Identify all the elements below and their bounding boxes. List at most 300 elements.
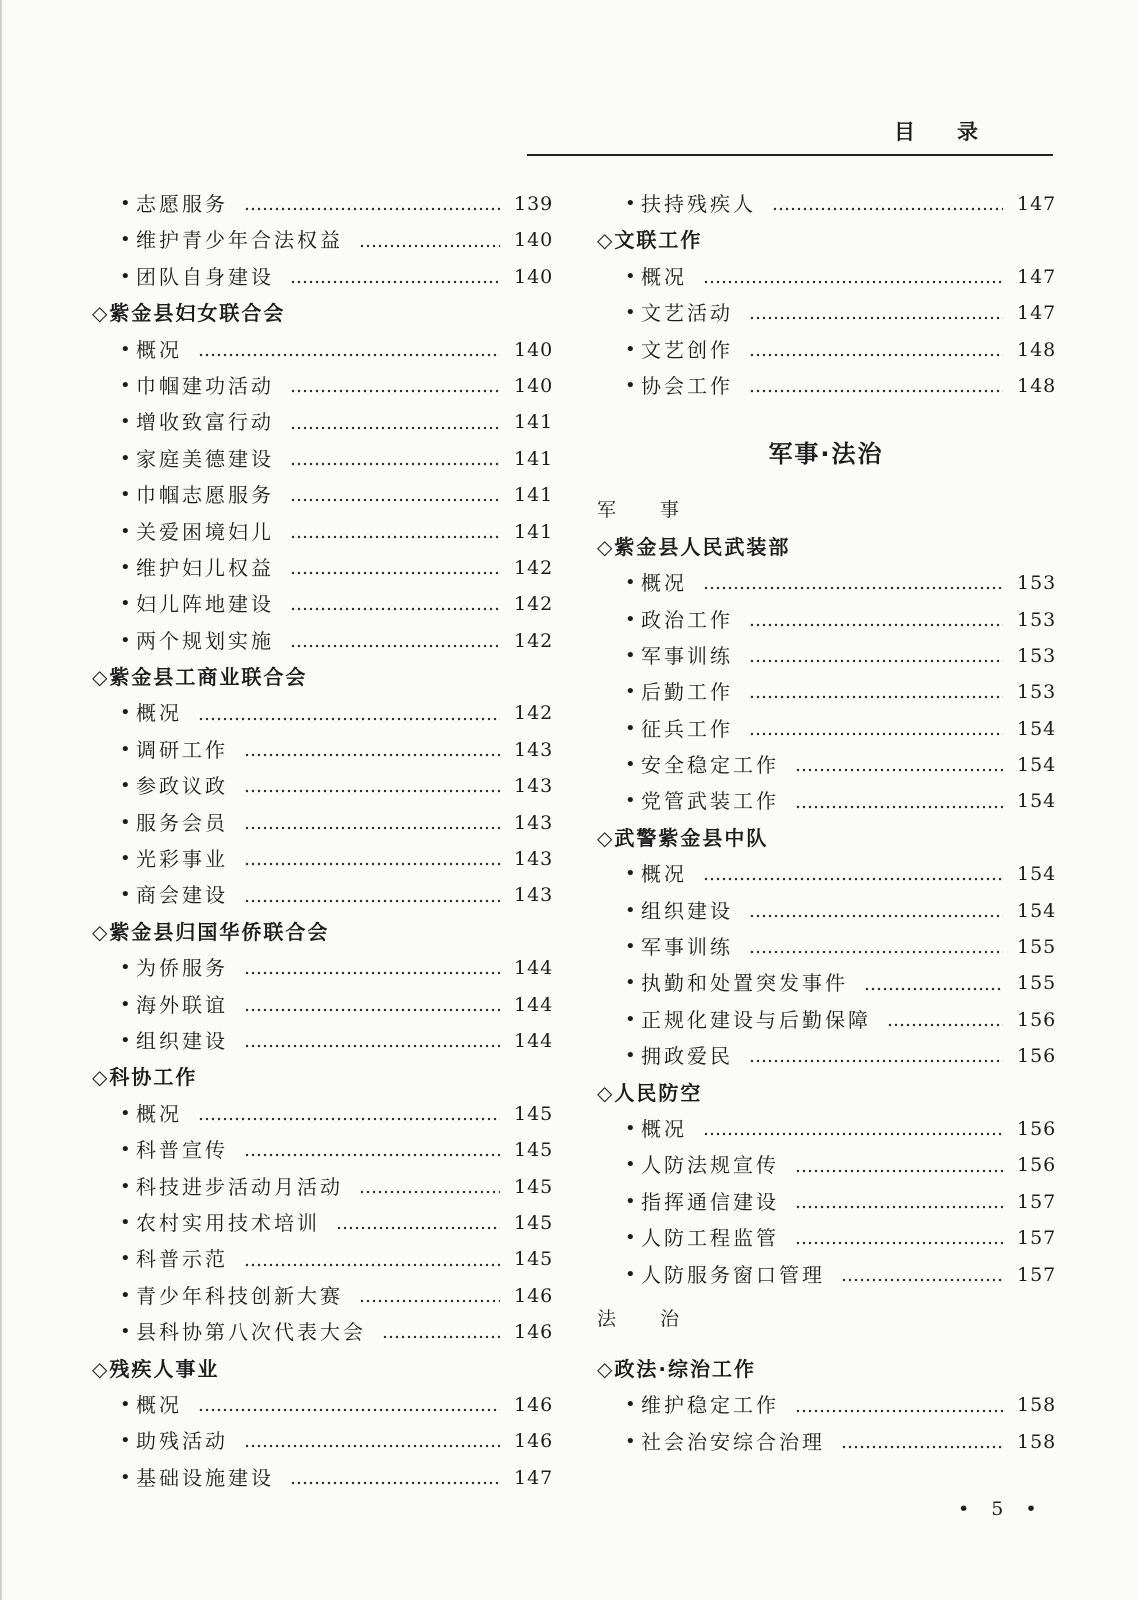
toc-entry[interactable] (597, 1111, 1055, 1147)
dot-leader (749, 732, 1003, 736)
toc-entry-label: 青少年科技创新大赛 (136, 1283, 343, 1308)
bullet-icon: • (120, 520, 131, 542)
toc-entry-label: 军事训练 (641, 643, 733, 668)
toc-entry-page: 153 (1017, 644, 1057, 667)
section-heading-label: 科协工作 (109, 1065, 198, 1090)
dot-leader (198, 353, 500, 357)
toc-entry-label: 文艺活动 (641, 301, 733, 326)
bullet-icon: • (120, 338, 131, 360)
toc-entry-page: 153 (1017, 608, 1057, 631)
toc-entry-page: 153 (1017, 681, 1057, 704)
toc-entry[interactable] (597, 1220, 1055, 1256)
toc-entry-page: 141 (514, 411, 554, 434)
toc-entry[interactable] (92, 987, 552, 1023)
dot-leader (795, 1241, 1003, 1245)
toc-entry-label: 概况 (641, 571, 687, 596)
dot-leader (749, 1059, 1003, 1063)
toc-entry[interactable] (92, 1460, 552, 1496)
page-header-title: 目录 (894, 120, 1020, 144)
toc-entry-page: 148 (1017, 374, 1057, 397)
bullet-icon: • (120, 411, 131, 433)
toc-section-heading[interactable] (92, 1059, 552, 1095)
toc-entry-label: 执勤和处置突发事件 (641, 971, 848, 996)
dot-leader (290, 426, 500, 430)
toc-entry-label: 概况 (136, 337, 182, 362)
toc-section-heading[interactable] (92, 1351, 552, 1387)
toc-entry-page: 145 (514, 1139, 554, 1162)
toc-entry-page: 153 (1017, 572, 1057, 595)
toc-section-heading[interactable] (92, 659, 552, 695)
toc-entry-page: 154 (1017, 899, 1057, 922)
toc-entry-page: 155 (1017, 936, 1057, 959)
toc-entry-page: 141 (514, 520, 554, 543)
toc-entry[interactable] (92, 259, 552, 295)
dot-leader (290, 280, 500, 284)
toc-entry-page: 147 (514, 1466, 554, 1489)
bullet-icon: • (120, 629, 131, 651)
toc-entry[interactable] (92, 877, 552, 913)
dot-leader (841, 1278, 1003, 1282)
bullet-icon: • (120, 884, 131, 906)
diamond-icon: ◇ (597, 825, 615, 850)
toc-entry-label: 指挥通信建设 (641, 1189, 779, 1214)
bullet-icon: • (120, 811, 131, 833)
dot-leader (749, 950, 1003, 954)
toc-entry[interactable] (92, 1278, 552, 1314)
toc-entry[interactable] (597, 1002, 1055, 1038)
toc-section-heading[interactable] (597, 820, 1055, 856)
dot-leader (198, 1408, 500, 1412)
bullet-icon: • (625, 1045, 636, 1067)
toc-entry-page: 145 (514, 1175, 554, 1198)
dot-leader (749, 389, 1003, 393)
toc-entry-page: 142 (514, 593, 554, 616)
toc-entry-label: 概况 (136, 701, 182, 726)
toc-entry[interactable] (92, 404, 552, 440)
bullet-icon: • (625, 754, 636, 776)
toc-entry-page: 140 (514, 265, 554, 288)
toc-entry[interactable] (597, 1147, 1055, 1183)
toc-entry-label: 调研工作 (136, 737, 228, 762)
bullet-icon: • (625, 265, 636, 287)
toc-entry[interactable] (92, 550, 552, 586)
toc-entry-page: 154 (1017, 754, 1057, 777)
dot-leader (244, 826, 500, 830)
dot-leader (864, 987, 1003, 991)
toc-entry-page: 144 (514, 1029, 554, 1052)
toc-entry-label: 协会工作 (641, 373, 733, 398)
toc-entry-label: 组织建设 (641, 898, 733, 923)
toc-entry[interactable] (597, 332, 1055, 368)
bullet-icon: • (120, 993, 131, 1015)
toc-entry-page: 145 (514, 1102, 554, 1125)
toc-entry-page: 144 (514, 957, 554, 980)
dot-leader (749, 623, 1003, 627)
toc-entry[interactable] (92, 732, 552, 768)
dot-leader (703, 586, 1003, 590)
toc-entry-page: 145 (514, 1211, 554, 1234)
bullet-icon: • (120, 193, 131, 214)
toc-entry-label: 家庭美德建设 (136, 446, 274, 471)
dot-leader (244, 789, 500, 793)
toc-entry-label: 助残活动 (136, 1429, 228, 1454)
bullet-icon: • (120, 1284, 131, 1306)
bullet-icon: • (625, 608, 636, 630)
bullet-icon: • (120, 447, 131, 469)
bullet-icon: • (120, 1175, 131, 1197)
toc-entry-page: 156 (1017, 1117, 1057, 1140)
toc-entry[interactable] (597, 783, 1055, 819)
toc-entry-label: 科普宣传 (136, 1138, 228, 1163)
toc-entry[interactable] (597, 295, 1055, 331)
section-heading-label: 文联工作 (614, 228, 703, 253)
toc-entry[interactable] (92, 441, 552, 477)
toc-entry[interactable] (597, 1184, 1055, 1220)
dot-leader (290, 644, 500, 648)
toc-subdivision-heading: 法治 (597, 1307, 724, 1330)
dot-leader (290, 1481, 500, 1485)
toc-entry-label: 概况 (136, 1101, 182, 1126)
toc-entry-page: 144 (514, 993, 554, 1016)
toc-section-heading[interactable] (597, 529, 1055, 565)
toc-entry-label: 概况 (641, 264, 687, 289)
dot-leader (244, 1153, 500, 1157)
section-heading-label: 人民防空 (614, 1080, 703, 1105)
bullet-icon: • (120, 1321, 131, 1343)
diamond-icon: ◇ (597, 534, 615, 559)
toc-entry[interactable] (92, 695, 552, 731)
toc-entry-label: 两个规划实施 (136, 628, 274, 653)
dot-leader (795, 1169, 1003, 1173)
toc-entry-page: 146 (514, 1393, 554, 1416)
toc-entry-page: 143 (514, 884, 554, 907)
toc-entry-page: 156 (1017, 1154, 1057, 1177)
bullet-icon: • (120, 775, 131, 797)
toc-entry-label: 服务会员 (136, 810, 228, 835)
bullet-icon: • (625, 1394, 636, 1416)
toc-entry[interactable] (597, 565, 1055, 601)
toc-entry-label: 维护稳定工作 (641, 1393, 779, 1418)
toc-entry-label: 团队自身建设 (136, 264, 274, 289)
bullet-icon: • (120, 1029, 131, 1051)
bullet-icon: • (120, 484, 131, 506)
toc-entry-label: 基础设施建设 (136, 1465, 274, 1490)
toc-entry[interactable] (597, 856, 1055, 892)
toc-entry-label: 妇儿阵地建设 (136, 592, 274, 617)
toc-entry-page: 143 (514, 738, 554, 761)
dot-leader (749, 316, 1003, 320)
toc-section-heading[interactable] (597, 1075, 1055, 1111)
toc-entry-page: 140 (514, 374, 554, 397)
toc-entry-label: 维护妇儿权益 (136, 555, 274, 580)
bullet-icon: • (625, 1008, 636, 1030)
bullet-icon: • (625, 790, 636, 812)
toc-entry[interactable] (597, 674, 1055, 710)
toc-left-column (92, 186, 552, 1496)
dot-leader (359, 1190, 500, 1194)
dot-leader (359, 244, 500, 248)
bullet-icon: • (120, 957, 131, 979)
diamond-icon: ◇ (92, 301, 110, 326)
toc-entry-label: 县科协第八次代表大会 (136, 1320, 366, 1345)
toc-entry-label: 安全稳定工作 (641, 753, 779, 778)
toc-entry-page: 145 (514, 1248, 554, 1271)
toc-entry[interactable] (597, 259, 1055, 295)
toc-entry-label: 概况 (641, 862, 687, 887)
toc-entry-page: 146 (514, 1321, 554, 1344)
toc-entry[interactable] (597, 1424, 1055, 1460)
toc-entry-label: 农村实用技术培训 (136, 1210, 320, 1235)
bullet-icon: • (625, 302, 636, 324)
toc-section-heading[interactable] (92, 914, 552, 950)
toc-section-heading[interactable] (92, 295, 552, 331)
bullet-icon: • (625, 972, 636, 994)
toc-entry-label: 海外联谊 (136, 992, 228, 1017)
bullet-icon: • (120, 1466, 131, 1488)
toc-entry[interactable] (92, 368, 552, 404)
toc-entry-label: 概况 (641, 1116, 687, 1141)
toc-entry-label: 维护青少年合法权益 (136, 228, 343, 253)
toc-entry-label: 参政议政 (136, 774, 228, 799)
toc-entry[interactable] (92, 950, 552, 986)
toc-entry-page: 158 (1017, 1394, 1057, 1417)
section-heading-label: 残疾人事业 (109, 1356, 220, 1381)
toc-entry[interactable] (92, 1423, 552, 1459)
bullet-icon: • (120, 265, 131, 287)
toc-entry-label: 巾帼志愿服务 (136, 483, 274, 508)
dot-leader (703, 877, 1003, 881)
toc-entry-page: 139 (514, 193, 554, 215)
toc-entry-page: 141 (514, 447, 554, 470)
toc-entry-label: 增收致富行动 (136, 410, 274, 435)
toc-entry[interactable] (597, 638, 1055, 674)
toc-entry-page: 154 (1017, 790, 1057, 813)
toc-entry-page: 143 (514, 811, 554, 834)
dot-leader (198, 1117, 500, 1121)
bullet-icon: • (625, 717, 636, 739)
toc-subdivision-heading: 军事 (597, 499, 724, 522)
dot-leader (749, 659, 1003, 663)
toc-entry-label: 科普示范 (136, 1247, 228, 1272)
toc-entry[interactable] (92, 514, 552, 550)
bullet-icon: • (120, 374, 131, 396)
bullet-icon: • (625, 1117, 636, 1139)
dot-leader (772, 207, 1003, 211)
dot-leader (198, 717, 500, 721)
toc-entry[interactable] (597, 1038, 1055, 1074)
bullet-icon: • (625, 1227, 636, 1249)
toc-entry-page: 147 (1017, 302, 1057, 325)
dot-leader (290, 498, 500, 502)
section-heading-label: 武警紫金县中队 (614, 825, 769, 850)
toc-entry[interactable] (92, 1023, 552, 1059)
bullet-icon: • (120, 593, 131, 615)
toc-entry-label: 后勤工作 (641, 680, 733, 705)
dot-leader (749, 695, 1003, 699)
scan-edge-line (0, 0, 2, 1600)
toc-entry[interactable] (597, 368, 1055, 404)
dot-leader (795, 1205, 1003, 1209)
dot-leader (244, 1008, 500, 1012)
toc-entry[interactable] (92, 477, 552, 513)
toc-entry-label: 军事训练 (641, 935, 733, 960)
toc-entry-label: 拥政爱民 (641, 1044, 733, 1069)
toc-entry[interactable] (597, 893, 1055, 929)
dot-leader (795, 768, 1003, 772)
toc-entry-page: 142 (514, 629, 554, 652)
toc-entry[interactable] (92, 1169, 552, 1205)
dot-leader (244, 1263, 500, 1267)
toc-entry-page: 141 (514, 484, 554, 507)
toc-entry[interactable] (597, 747, 1055, 783)
toc-entry[interactable] (92, 332, 552, 368)
dot-leader (244, 899, 500, 903)
bullet-icon: • (625, 681, 636, 703)
section-heading-label: 紫金县妇女联合会 (109, 301, 286, 326)
toc-entry[interactable] (92, 1132, 552, 1168)
bullet-icon: • (120, 702, 131, 724)
dot-leader (336, 1226, 500, 1230)
toc-right-column (597, 186, 1055, 1460)
toc-entry-page: 147 (1017, 193, 1057, 215)
dot-leader (703, 1132, 1003, 1136)
toc-entry-page: 146 (514, 1284, 554, 1307)
toc-entry-label: 志愿服务 (136, 192, 228, 216)
diamond-icon: ◇ (92, 919, 110, 944)
toc-entry-label: 党管武装工作 (641, 789, 779, 814)
diamond-icon: ◇ (92, 1065, 110, 1090)
dot-leader (290, 389, 500, 393)
toc-entry-label: 社会治安综合治理 (641, 1429, 825, 1454)
toc-entry[interactable] (92, 186, 552, 222)
diamond-icon: ◇ (92, 665, 110, 690)
dot-leader (244, 862, 500, 866)
bullet-icon: • (120, 1248, 131, 1270)
dot-leader (244, 1044, 500, 1048)
dot-leader (795, 805, 1003, 809)
toc-entry[interactable] (92, 586, 552, 622)
toc-entry[interactable] (597, 965, 1055, 1001)
dot-leader (749, 914, 1003, 918)
section-heading-label: 紫金县归国华侨联合会 (109, 919, 330, 944)
bullet-icon: • (625, 1430, 636, 1452)
toc-entry-label: 政治工作 (641, 607, 733, 632)
toc-entry-page: 143 (514, 848, 554, 871)
toc-entry-label: 征兵工作 (641, 716, 733, 741)
toc-entry[interactable] (92, 1387, 552, 1423)
bullet-icon: • (625, 1190, 636, 1212)
toc-entry-page: 157 (1017, 1190, 1057, 1213)
toc-entry-page: 155 (1017, 972, 1057, 995)
toc-entry[interactable] (92, 768, 552, 804)
toc-entry[interactable] (92, 222, 552, 258)
toc-entry-label: 扶持残疾人 (641, 192, 756, 216)
bullet-icon: • (625, 863, 636, 885)
toc-entry-label: 文艺创作 (641, 337, 733, 362)
dot-leader (382, 1335, 500, 1339)
toc-entry[interactable] (92, 841, 552, 877)
toc-section-heading[interactable] (597, 222, 1055, 258)
toc-entry[interactable] (597, 602, 1055, 638)
diamond-icon: ◇ (597, 1080, 615, 1105)
toc-entry-label: 关爱困境妇儿 (136, 519, 274, 544)
diamond-icon: ◇ (597, 228, 615, 253)
header-rule (527, 154, 1053, 156)
toc-entry[interactable] (92, 805, 552, 841)
toc-entry-label: 人防法规宣传 (641, 1153, 779, 1178)
dot-leader (290, 571, 500, 575)
dot-leader (244, 971, 500, 975)
dot-leader (290, 535, 500, 539)
dot-leader (703, 280, 1003, 284)
dot-leader (244, 753, 500, 757)
toc-entry[interactable] (597, 1257, 1055, 1293)
toc-entry-page: 148 (1017, 338, 1057, 361)
toc-part-title[interactable]: 军事·法治 (768, 440, 884, 469)
dot-leader (359, 1299, 500, 1303)
toc-entry[interactable] (92, 623, 552, 659)
dot-leader (841, 1445, 1003, 1449)
toc-entry-page: 157 (1017, 1227, 1057, 1250)
toc-entry[interactable] (92, 1096, 552, 1132)
diamond-icon: ◇ (92, 1356, 110, 1381)
toc-entry-label: 人防服务窗口管理 (641, 1262, 825, 1287)
page-number: • 5 • (958, 1498, 1045, 1520)
toc-entry-page: 156 (1017, 1008, 1057, 1031)
toc-entry-page: 147 (1017, 265, 1057, 288)
toc-entry-page: 156 (1017, 1045, 1057, 1068)
toc-entry-label: 正规化建设与后勤保障 (641, 1007, 871, 1032)
bullet-icon: • (625, 193, 636, 214)
toc-entry-page: 146 (514, 1430, 554, 1453)
toc-entry-page: 158 (1017, 1430, 1057, 1453)
bullet-icon: • (625, 1154, 636, 1176)
bullet-icon: • (625, 644, 636, 666)
bullet-icon: • (120, 1393, 131, 1415)
toc-entry-label: 科技进步活动月活动 (136, 1174, 343, 1199)
section-heading-label: 紫金县工商业联合会 (109, 665, 308, 690)
toc-entry-page: 140 (514, 338, 554, 361)
bullet-icon: • (120, 738, 131, 760)
toc-entry-label: 巾帼建功活动 (136, 373, 274, 398)
bullet-icon: • (120, 1139, 131, 1161)
toc-entry-page: 140 (514, 229, 554, 252)
toc-entry-label: 商会建设 (136, 883, 228, 908)
toc-entry-label: 人防工程监管 (641, 1226, 779, 1251)
toc-entry[interactable] (92, 1314, 552, 1350)
dot-leader (749, 353, 1003, 357)
toc-entry-page: 142 (514, 702, 554, 725)
toc-entry-page: 154 (1017, 863, 1057, 886)
dot-leader (244, 1444, 500, 1448)
toc-entry[interactable] (597, 186, 1055, 222)
toc-entry-page: 142 (514, 556, 554, 579)
bullet-icon: • (625, 899, 636, 921)
section-heading-label: 政法·综治工作 (614, 1356, 756, 1381)
dot-leader (887, 1023, 1003, 1027)
toc-entry[interactable] (92, 1241, 552, 1277)
bullet-icon: • (120, 848, 131, 870)
toc-entry[interactable] (92, 1205, 552, 1241)
bullet-icon: • (120, 1430, 131, 1452)
toc-entry-label: 光彩事业 (136, 847, 228, 872)
toc-entry[interactable] (597, 711, 1055, 747)
toc-section-heading[interactable] (597, 1351, 1055, 1387)
toc-entry[interactable] (597, 1387, 1055, 1423)
toc-entry-label: 组织建设 (136, 1028, 228, 1053)
toc-entry[interactable] (597, 929, 1055, 965)
toc-entry-page: 157 (1017, 1263, 1057, 1286)
